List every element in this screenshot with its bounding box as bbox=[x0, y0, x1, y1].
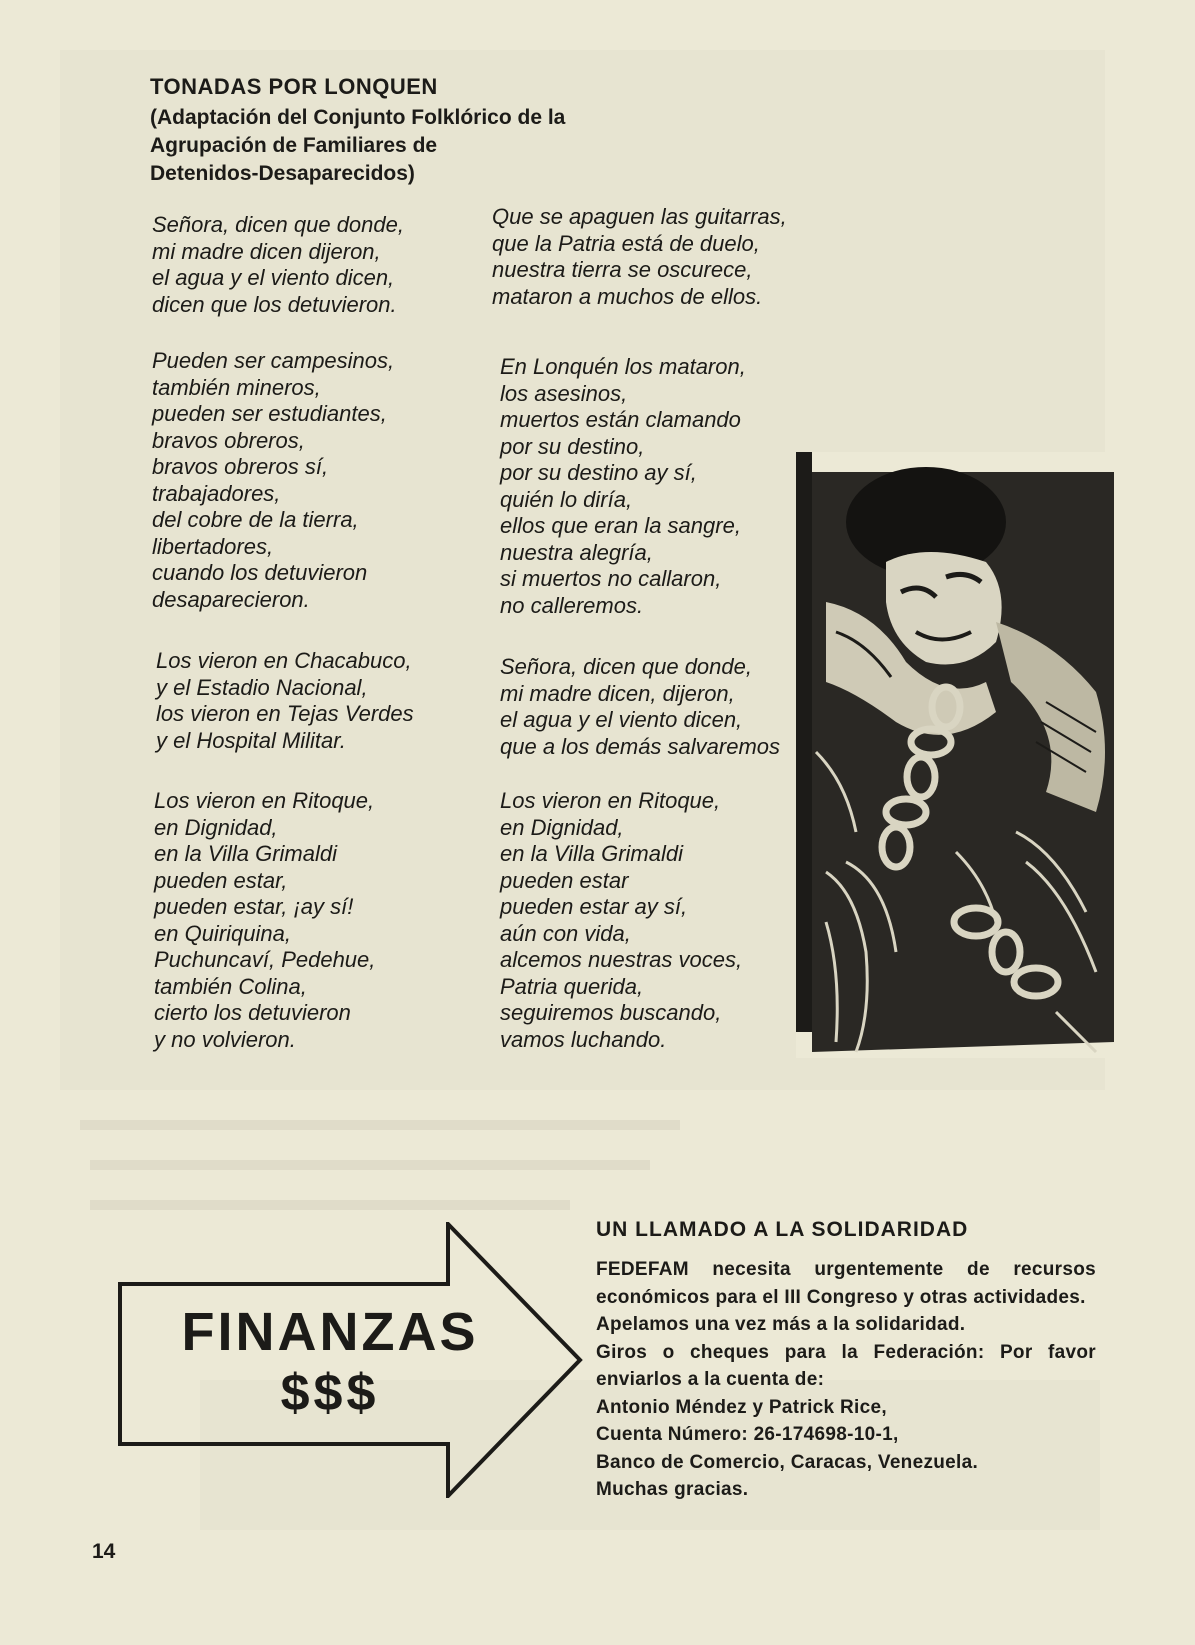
poem-line: mataron a muchos de ellos. bbox=[492, 283, 763, 309]
poem-line: muertos están clamando bbox=[500, 407, 741, 432]
poem-line: si muertos no callaron, bbox=[500, 566, 722, 591]
poem-line: el agua y el viento dicen, bbox=[500, 707, 743, 732]
poem-line: por su destino, bbox=[500, 433, 645, 459]
poem-line: Que se apaguen las guitarras, bbox=[492, 204, 787, 229]
poem-line: y el Hospital Militar. bbox=[156, 727, 346, 753]
poem-line: en la Villa Grimaldi bbox=[500, 841, 684, 866]
poem-line: y el Estadio Nacional, bbox=[156, 674, 368, 700]
poem-line: nuestra tierra se oscurece, bbox=[492, 257, 753, 282]
bleed-through-line bbox=[90, 1200, 570, 1210]
poem-line: Puchuncaví, Pedehue, bbox=[154, 947, 376, 972]
poem-line: desaparecieron. bbox=[152, 586, 310, 612]
poem-line: pueden estar, ¡ay sí! bbox=[154, 894, 354, 919]
poem-line: vamos luchando. bbox=[500, 1026, 667, 1052]
page-number: 14 bbox=[92, 1540, 116, 1563]
poem-line: los asesinos, bbox=[500, 380, 628, 406]
poem-subtitle-line: (Adaptación del Conjunto Folklórico de la bbox=[150, 106, 566, 129]
finanzas-title: FINANZAS bbox=[181, 1302, 479, 1362]
poem-line: Los vieron en Ritoque, bbox=[500, 788, 721, 813]
poem-line: alcemos nuestras voces, bbox=[500, 947, 743, 972]
bleed-through-line bbox=[80, 1120, 680, 1130]
appeal-title: UN LLAMADO A LA SOLIDARIDAD bbox=[596, 1218, 969, 1241]
poem-line: Pueden ser campesinos, bbox=[152, 348, 395, 373]
poem-stanza bbox=[154, 788, 375, 1053]
solidarity-appeal bbox=[596, 1218, 1096, 1504]
poem-line: del cobre de la tierra, bbox=[152, 507, 359, 532]
poem-line: por su destino ay sí, bbox=[500, 460, 697, 485]
poem-stanza bbox=[500, 354, 746, 619]
poem-line: que a los demás salvaremos bbox=[500, 733, 781, 759]
poem-stanza bbox=[500, 654, 780, 760]
poem-line: ellos que eran la sangre, bbox=[500, 513, 741, 538]
poem-line: Los vieron en Chacabuco, bbox=[156, 648, 412, 673]
appeal-paragraph: Banco de Comercio, Caracas, Venezuela. bbox=[596, 1451, 979, 1473]
woodcut-illustration bbox=[796, 452, 1114, 1058]
poem-line: trabajadores, bbox=[152, 480, 281, 506]
poem-line: pueden estar ay sí, bbox=[500, 894, 688, 919]
poem-subtitle-line: Detenidos-Desaparecidos) bbox=[150, 162, 415, 185]
poem-stanza bbox=[156, 648, 414, 754]
poem-stanza bbox=[152, 348, 394, 613]
poem-line: bravos obreros sí, bbox=[152, 454, 329, 479]
poem-line: dicen que los detuvieron. bbox=[152, 291, 397, 317]
poem-line: en Dignidad, bbox=[154, 814, 278, 840]
appeal-paragraph: Apelamos una vez más a la solidaridad. bbox=[596, 1314, 966, 1335]
appeal-paragraph: Muchas gracias. bbox=[596, 1479, 749, 1500]
poem-line: mi madre dicen dijeron, bbox=[152, 238, 381, 264]
poem-line: también mineros, bbox=[152, 374, 321, 400]
poem-line: pueden estar bbox=[500, 867, 629, 893]
poem-heading bbox=[150, 74, 670, 188]
poem-line: Patria querida, bbox=[500, 973, 644, 999]
poem-line: seguiremos buscando, bbox=[500, 1000, 722, 1025]
poem-line: no calleremos. bbox=[500, 592, 644, 618]
poem-line: que la Patria está de duelo, bbox=[492, 230, 760, 256]
poem-line: el agua y el viento dicen, bbox=[152, 265, 395, 290]
poem-line: también Colina, bbox=[154, 973, 307, 999]
appeal-paragraph: Antonio Méndez y Patrick Rice, bbox=[596, 1396, 887, 1418]
appeal-paragraph: Cuenta Número: 26-174698-10-1, bbox=[596, 1424, 899, 1445]
poem-stanza bbox=[492, 204, 787, 310]
appeal-paragraph: Giros o cheques para la Federación: Por favor enviarlos a la cuenta de: bbox=[596, 1341, 1096, 1390]
poem-line: mi madre dicen, dijeron, bbox=[500, 680, 735, 706]
poem-line: bravos obreros, bbox=[152, 427, 305, 453]
poem-line: Señora, dicen que donde, bbox=[500, 654, 752, 679]
poem-line: pueden ser estudiantes, bbox=[152, 401, 387, 426]
poem-line: libertadores, bbox=[152, 533, 274, 559]
poem-line: los vieron en Tejas Verdes bbox=[156, 701, 414, 726]
poem-line: Los vieron en Ritoque, bbox=[154, 788, 375, 813]
poem-line: En Lonquén los mataron, bbox=[500, 354, 746, 379]
poem-line: en Dignidad, bbox=[500, 814, 624, 840]
poem-line: pueden estar, bbox=[154, 867, 288, 893]
poem-line: quién lo diría, bbox=[500, 486, 633, 512]
poem-line: cierto los detuvieron bbox=[154, 1000, 351, 1025]
finanzas-dollar-signs: $$$ bbox=[280, 1364, 380, 1422]
poem-title: TONADAS POR LONQUEN bbox=[150, 74, 438, 99]
poem-line: en Quiriquina, bbox=[154, 920, 291, 946]
poem-line: y no volvieron. bbox=[154, 1026, 296, 1052]
appeal-paragraph: FEDEFAM necesita urgentemente de recursos económicos para el III Congreso y otras actividades. bbox=[596, 1259, 1096, 1308]
poem-line: Señora, dicen que donde, bbox=[152, 212, 404, 237]
poem-line: aún con vida, bbox=[500, 920, 631, 946]
poem-line: cuando los detuvieron bbox=[152, 560, 368, 585]
poem-subtitle-line: Agrupación de Familiares de bbox=[150, 134, 438, 157]
poem-stanza bbox=[152, 212, 404, 318]
bleed-through-line bbox=[90, 1160, 650, 1170]
poem-stanza bbox=[500, 788, 742, 1053]
poem-line: en la Villa Grimaldi bbox=[154, 841, 338, 866]
poem-line: nuestra alegría, bbox=[500, 539, 653, 565]
